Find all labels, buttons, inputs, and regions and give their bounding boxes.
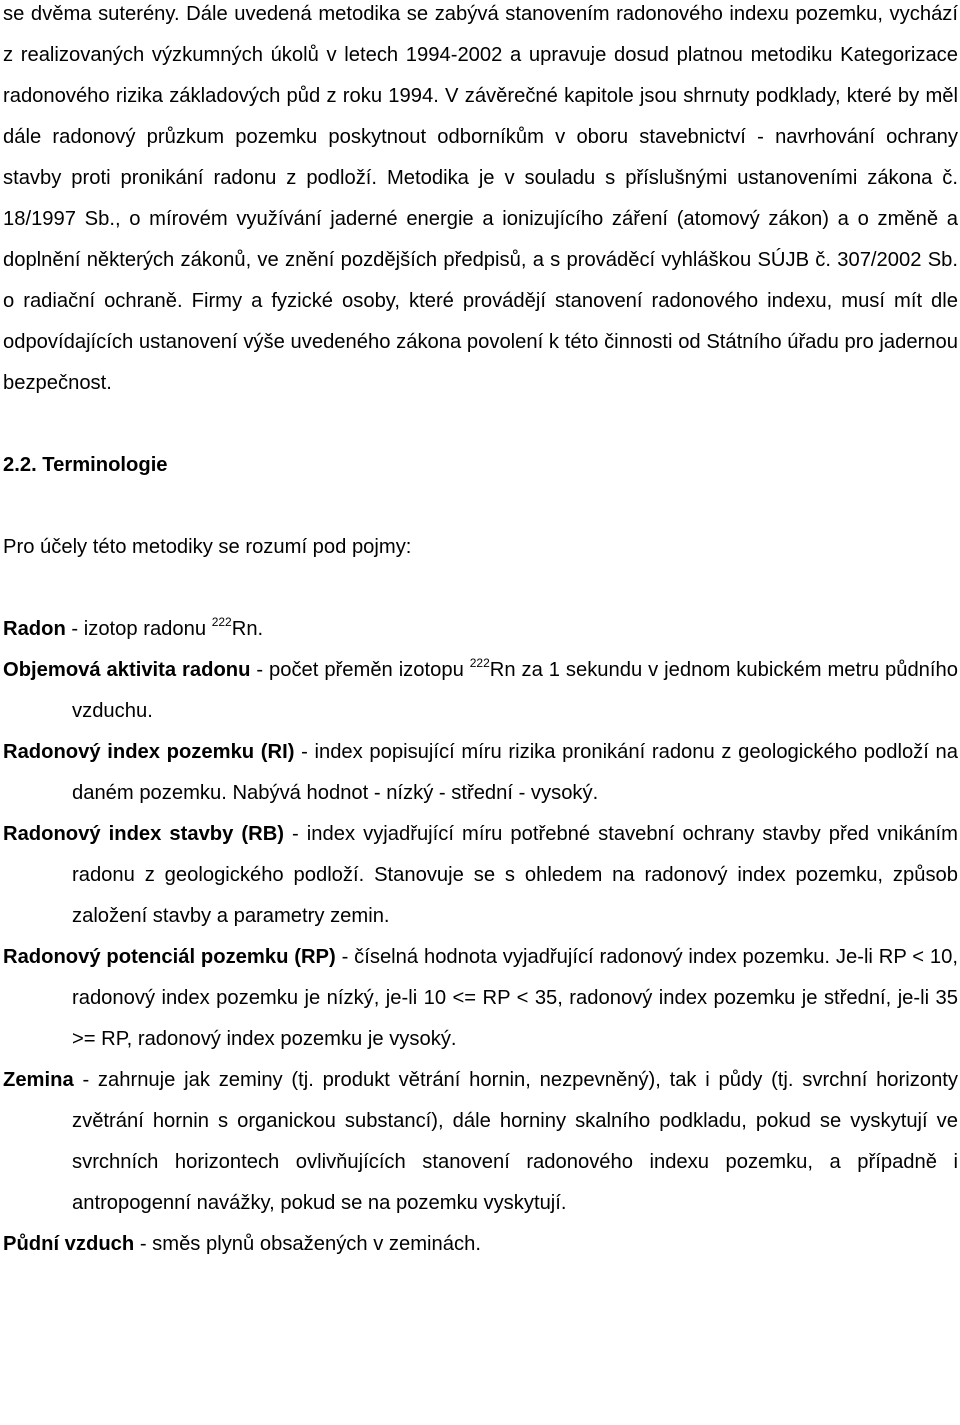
term-zemina: Zemina	[3, 1069, 74, 1091]
definition-objemova-aktivita-post: Rn za 1 sekundu v jednom kubickém metru půdního vzduchu.	[72, 659, 958, 722]
definition-radon	[3, 609, 958, 650]
definition-radon-pre: - izotop radonu	[65, 618, 212, 640]
isotope-mass-number: 222	[469, 656, 490, 670]
definition-radonovy-index-stavby-text: - index vyjadřující míru potřebné stavební ochrany stavby před vnikáním radonu z geologického podloží. Stanovuje se s ohledem na radonový index pozemku, způsob založení stavby a parametry zemin.	[72, 823, 958, 927]
intro-paragraph	[3, 0, 958, 404]
term-radonovy-index-stavby: Radonový index stavby (RB)	[3, 823, 284, 845]
definition-zemina-text: - zahrnuje jak zeminy (tj. produkt větrání hornin, nezpevněný), tak i půdy (tj. svrchní horizonty zvětrání hornin s organickou substancí), dále horniny skalního podkladu, pokud se vyskytují ve svrchních horizontech ovlivňujících stanovení radonového indexu pozemku, a případně i antropogenní navážky, pokud se na pozemku vyskytují.	[72, 1069, 958, 1214]
term-radonovy-potencial: Radonový potenciál pozemku (RP)	[3, 946, 336, 968]
definition-radon-post: Rn.	[231, 618, 264, 640]
definition-radonovy-index-stavby	[3, 814, 958, 937]
term-radonovy-index-pozemku: Radonový index pozemku (RI)	[3, 741, 295, 763]
definition-objemova-aktivita-pre: - počet přeměn izotopu	[250, 659, 470, 681]
definition-radonovy-index-pozemku-text: - index popisující míru rizika pronikání radonu z geologického podloží na daném pozemku. Nabývá hodnot - nízký - střední - vysoký.	[72, 741, 959, 804]
definition-pudni-vzduch	[3, 1224, 958, 1265]
section-heading: 2.2. Terminologie	[3, 454, 168, 476]
definition-objemova-aktivita	[3, 650, 958, 732]
definition-zemina	[3, 1060, 958, 1224]
definition-radonovy-index-pozemku	[3, 732, 958, 814]
term-objemova-aktivita: Objemová aktivita radonu	[3, 659, 251, 681]
definition-pudni-vzduch-text: - směs plynů obsažených v zeminách.	[134, 1233, 481, 1255]
definition-radonovy-potencial-text: - číselná hodnota vyjadřující radonový index pozemku. Je-li RP < 10, radonový index pozemku je nízký, je-li 10 <= RP < 35, radonový index pozemku je střední, je-li 35 >= RP, radonový index pozemku je vysoký.	[72, 946, 958, 1050]
intro-text-1: se dvěma suterény. Dále uvedená metodika se zabývá stanovením radonového indexu pozemku, vychází z realizovaných výzkumných úkolů v letech 1994-2002 a upravuje dosud platnou metodiku Kategorizace radonového rizika základových půd z roku 1994. V závěrečné kapitole jsou shrnuty podklady, které by měl dále radonový průzkum pozemku poskytnout odborníkům v oboru stavebnictví - navrhování ochrany stavby proti pronikání radonu z podloží.	[3, 3, 958, 189]
intro-text-2: Metodika je v souladu s příslušnými ustanoveními zákona č. 18/1997 Sb., o mírovém využívání jaderné energie a ionizujícího záření (atomový zákon) a o změně a doplnění některých zákonů, ve znění pozdějších předpisů, a s prováděcí vyhláškou SÚJB č. 307/2002 Sb. o radiační ochraně.	[3, 167, 958, 312]
term-pudni-vzduch: Půdní vzduch	[3, 1233, 135, 1255]
term-radon: Radon	[3, 618, 66, 640]
section-lead: Pro účely této metodiky se rozumí pod pojmy:	[3, 536, 412, 558]
document-page	[3, 0, 958, 1265]
intro-text-3: Firmy a fyzické osoby, které provádějí stanovení radonového indexu, musí mít dle odpovídajících ustanovení výše uvedeného zákona povolení k této činnosti od Státního úřadu pro jadernou bezpečnost.	[3, 290, 958, 394]
definition-radonovy-potencial	[3, 937, 958, 1060]
definition-list	[3, 609, 958, 1265]
isotope-mass-number: 222	[211, 615, 232, 629]
